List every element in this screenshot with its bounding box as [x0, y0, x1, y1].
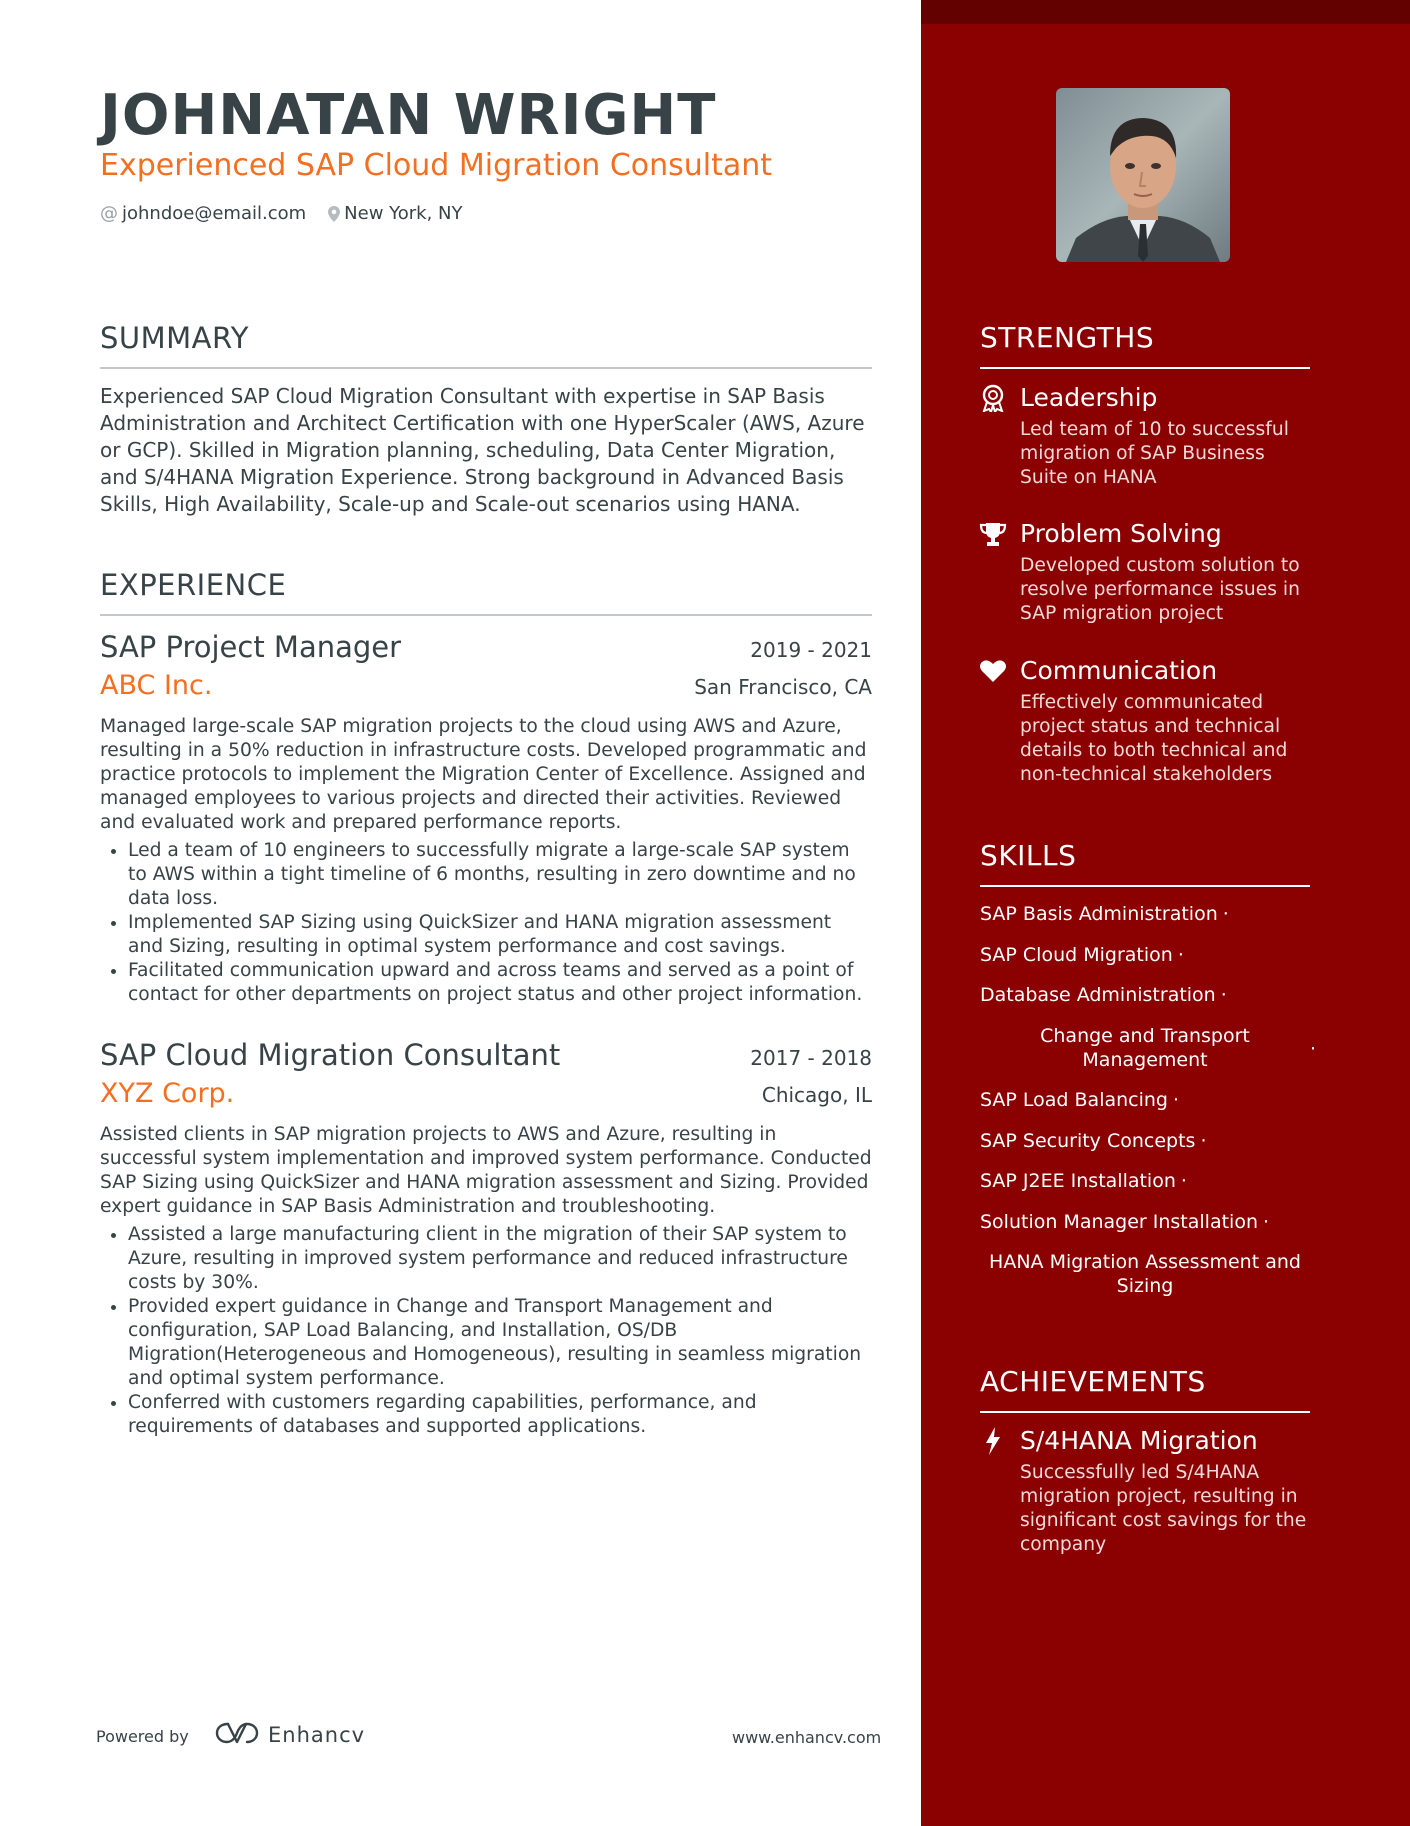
skill-item	[975, 1250, 1315, 1298]
skill-label: SAP Security Concepts	[980, 1130, 1196, 1152]
candidate-title: Experienced SAP Cloud Migration Consultant	[100, 148, 773, 183]
strength-title: Communication	[1020, 656, 1218, 685]
location-pin-icon	[328, 206, 340, 222]
contact-location	[328, 201, 462, 227]
job-location: Chicago, IL	[761, 1083, 872, 1107]
trophy-icon	[978, 519, 1008, 549]
job-title: SAP Cloud Migration Consultant	[100, 1038, 561, 1072]
strengths-heading: STRENGTHS	[980, 321, 1155, 354]
job-bullet: • Facilitated communication upward and across teams and served as a point of contact for other departments on project status and other project information.	[128, 959, 872, 1007]
skill-label: SAP Cloud Migration	[980, 944, 1173, 966]
footer-url[interactable]: www.enhancv.com	[732, 1728, 882, 1747]
lightning-icon	[978, 1426, 1008, 1456]
sidebar-top-bar	[921, 0, 1410, 24]
summary-divider	[100, 367, 872, 369]
job-location: San Francisco, CA	[694, 675, 872, 699]
skill-item	[980, 1210, 1269, 1234]
award-ribbon-icon	[978, 383, 1008, 413]
job-dates: 2017 - 2018	[750, 1046, 872, 1070]
skills-divider	[980, 885, 1310, 887]
footer-brand[interactable]	[214, 1720, 365, 1750]
job-bullet: • Assisted a large manufacturing client in the migration of their SAP system to Azure, resulting in improved system performance and reduced infrastructure costs by 30%.	[128, 1223, 872, 1295]
achievement-description: Successfully led S/4HANA migration project, resulting in significant cost savings for the company	[1020, 1462, 1307, 1555]
job-bullet: • Implemented SAP Sizing using QuickSizer and HANA migration assessment and Sizing, resulting in optimal system performance and cost savings.	[128, 911, 872, 959]
skill-separator: ·	[1180, 1170, 1187, 1192]
profile-photo	[1056, 88, 1230, 262]
skill-item	[980, 943, 1184, 967]
job-entry	[100, 1037, 872, 1439]
skill-item	[980, 1169, 1187, 1193]
footer-brand-name: Enhancv	[268, 1723, 366, 1747]
email-text: johndoe@email.com	[122, 203, 307, 224]
job-bullet: • Provided expert guidance in Change and Transport Management and configuration, SAP Load Balancing, and Installation, OS/DB Migration(Heterogeneous and Homogeneous), resulting in seamless migration and optimal system performance.	[128, 1295, 872, 1391]
heart-icon	[978, 656, 1008, 686]
skill-separator: ·	[1310, 1038, 1317, 1060]
skill-label: Solution Manager Installation	[980, 1211, 1258, 1233]
location-text: New York, NY	[344, 203, 463, 224]
job-dates: 2019 - 2021	[750, 638, 872, 662]
achievement-title: S/4HANA Migration	[1020, 1426, 1258, 1455]
candidate-name: JOHNATAN WRIGHT	[100, 83, 717, 148]
strength-description: Effectively communicated project status and technical details to both technical and non-technical stakeholders	[1020, 692, 1288, 785]
skill-label: SAP Load Balancing	[980, 1089, 1168, 1111]
achievements-heading: ACHIEVEMENTS	[980, 1365, 1206, 1398]
strength-description: Developed custom solution to resolve performance issues in SAP migration project	[1020, 555, 1300, 624]
job-bullets	[100, 839, 872, 1007]
skill-label: Change and Transport Management	[1040, 1025, 1250, 1071]
strength-description: Led team of 10 to successful migration of SAP Business Suite on HANA	[1020, 419, 1289, 488]
footer-powered-by: Powered by	[96, 1727, 189, 1746]
skills-heading: SKILLS	[980, 839, 1077, 872]
skill-item	[980, 1129, 1207, 1153]
skill-label: HANA Migration Assessment and Sizing	[989, 1251, 1301, 1297]
skill-separator: ·	[1263, 1211, 1270, 1233]
job-description: Assisted clients in SAP migration projects to AWS and Azure, resulting in successful system implementation and improved system performance. Conducted SAP Sizing using QuickSizer and HANA migration assessment and Sizing. Provided expert guidance in SAP Basis Administration and troubleshooting.	[100, 1124, 872, 1217]
summary-text: Experienced SAP Cloud Migration Consultant with expertise in SAP Basis Administration and Architect Certification with one HyperScaler (AWS, Azure or GCP). Skilled in Migration planning, scheduling, Data Center Migration, and S/4HANA Migration Experience. Strong background in Advanced Basis Skills, High Availability, Scale-up and Scale-out scenarios using HANA.	[100, 384, 865, 516]
skill-label: Database Administration	[980, 984, 1216, 1006]
experience-heading: EXPERIENCE	[100, 568, 287, 602]
achievements-divider	[980, 1411, 1310, 1413]
skill-separator: ·	[1177, 944, 1184, 966]
skill-label: SAP J2EE Installation	[980, 1170, 1176, 1192]
skill-separator: ·	[1173, 1089, 1180, 1111]
strength-item	[978, 518, 1308, 626]
job-bullet: • Conferred with customers regarding capabilities, performance, and requirements of databases and supported applications.	[128, 1391, 872, 1439]
skill-item	[980, 902, 1229, 926]
strength-title: Problem Solving	[1020, 519, 1222, 548]
job-bullets	[100, 1223, 872, 1439]
skill-separator: ·	[1200, 1130, 1207, 1152]
strength-item	[978, 655, 1308, 787]
skill-separator: ·	[1222, 903, 1229, 925]
skill-separator: ·	[1220, 984, 1227, 1006]
job-bullet: • Led a team of 10 engineers to successfully migrate a large-scale SAP system to AWS within a tight timeline of 6 months, resulting in zero downtime and no data loss.	[128, 839, 872, 911]
job-description: Managed large-scale SAP migration projects to the cloud using AWS and Azure, resulting in a 50% reduction in infrastructure costs. Developed programmatic and practice protocols to implement the Migration Center of Excellence. Assigned and managed employees to various projects and directed their activities. Reviewed and evaluated work and prepared performance reports.	[100, 716, 867, 833]
strengths-divider	[980, 367, 1310, 369]
summary-heading: SUMMARY	[100, 321, 250, 355]
enhancv-logo-icon	[214, 1720, 260, 1750]
contact-email[interactable]	[100, 201, 306, 227]
at-icon: @	[100, 203, 118, 224]
strength-item	[978, 382, 1308, 490]
achievement-item	[978, 1425, 1308, 1557]
skill-item	[1020, 1024, 1270, 1072]
job-company: XYZ Corp.	[100, 1078, 235, 1109]
experience-divider	[100, 614, 872, 616]
skill-item	[980, 983, 1227, 1007]
job-entry	[100, 629, 872, 1007]
skill-label: SAP Basis Administration	[980, 903, 1218, 925]
contact-info	[100, 201, 484, 227]
strength-title: Leadership	[1020, 383, 1158, 412]
skill-item	[980, 1088, 1179, 1112]
job-title: SAP Project Manager	[100, 630, 402, 664]
job-company: ABC Inc.	[100, 670, 213, 701]
